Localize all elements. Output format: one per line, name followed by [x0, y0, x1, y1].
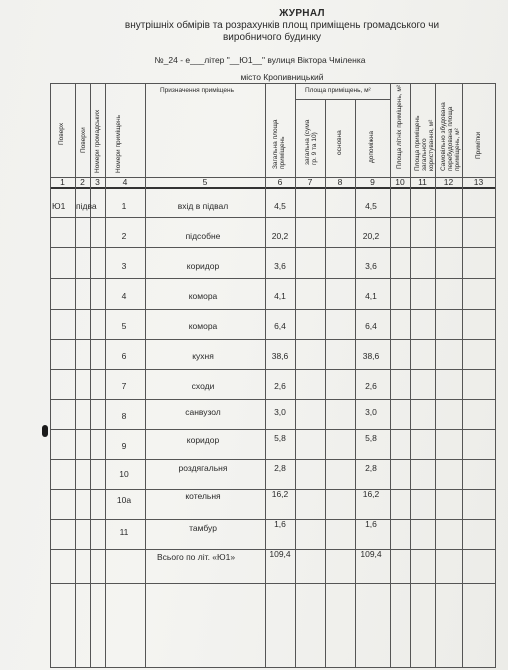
- room-aux-area: 2,6: [365, 381, 377, 391]
- room-aux-area: 3,6: [365, 261, 377, 271]
- header-common-1: Площа приміщень: [414, 115, 421, 171]
- room-number: 9: [121, 441, 127, 451]
- room-aux-area: 5,8: [365, 433, 377, 443]
- room-purpose: комора: [188, 321, 218, 331]
- room-total-area: 5,8: [274, 433, 286, 443]
- measurements-table: [50, 83, 496, 668]
- column-number: 13: [473, 177, 484, 187]
- column-number: 3: [95, 177, 100, 187]
- room-aux-area: 38,6: [362, 351, 380, 361]
- header-common-3: користування, м²: [428, 119, 435, 171]
- header-total-area-1: Загальна площа: [272, 119, 279, 169]
- header-total-sum-2: гр. 9 та 10): [311, 132, 318, 165]
- room-aux-area: 3,0: [365, 407, 377, 417]
- room-purpose: санвузол: [185, 407, 221, 417]
- room-aux-area: 6,4: [365, 321, 377, 331]
- room-aux-area: 1,6: [365, 519, 377, 529]
- room-total-area: 6,4: [274, 321, 286, 331]
- room-number: 6: [121, 351, 127, 361]
- room-purpose: кухня: [192, 351, 214, 361]
- address-line: №_24 - е___літер "__Ю1__" вулиця Віктора Чміленка: [154, 55, 366, 65]
- journal-subtitle-line1: внутрішніх обмірів та розрахунків площ приміщень громадського чи: [124, 20, 440, 31]
- header-unauth-2: перебудована площа: [447, 106, 454, 171]
- room-number: 10: [119, 469, 129, 479]
- room-number: 1: [121, 201, 127, 211]
- room-purpose: коридор: [186, 435, 220, 445]
- room-purpose: комора: [188, 291, 218, 301]
- header-unauth-3: приміщень, м²: [454, 128, 461, 171]
- total-aux-value: 109,4: [360, 549, 382, 559]
- column-number: 1: [60, 177, 65, 187]
- column-number: 7: [307, 177, 313, 187]
- total-label: Всього по літ. «Ю1»: [157, 552, 236, 562]
- room-aux-area: 16,2: [362, 489, 380, 499]
- header-storeys: Поверхи: [80, 127, 87, 153]
- room-aux-area: 20,2: [362, 231, 380, 241]
- room-total-area: 2,6: [274, 381, 286, 391]
- room-number: 10а: [116, 495, 132, 505]
- column-number: 6: [277, 177, 283, 187]
- column-number: 12: [443, 177, 454, 187]
- room-number: 8: [121, 411, 127, 421]
- room-total-area: 38,6: [271, 351, 289, 361]
- header-unit-numbers: Номери громадських: [94, 109, 101, 173]
- header-unauth-1: Самовільно збудована: [440, 102, 447, 171]
- room-aux-area: 4,1: [365, 291, 377, 301]
- column-number: 5: [202, 177, 208, 187]
- room-aux-area: 2,8: [365, 463, 377, 473]
- column-number: 11: [418, 177, 427, 187]
- room-aux-area: 4,5: [365, 201, 377, 211]
- floor-cell: Ю1: [52, 201, 66, 211]
- room-total-area: 2,8: [274, 463, 286, 473]
- header-purpose: Призначення приміщень: [160, 87, 235, 94]
- header-room-areas: Площа приміщень, м²: [305, 87, 371, 94]
- header-room-numbers: Номери приміщень: [115, 115, 122, 173]
- room-number: 5: [121, 321, 127, 331]
- total-area-value: 109,4: [269, 549, 291, 559]
- column-number: 2: [80, 177, 85, 187]
- room-purpose: підсобне: [185, 231, 221, 241]
- journal-title: ЖУРНАЛ: [279, 8, 325, 19]
- storeys-cell: підва: [76, 201, 97, 211]
- journal-subtitle-line2: виробничого будинку: [222, 32, 321, 43]
- column-number: 9: [370, 177, 375, 187]
- room-purpose: роздягальня: [178, 463, 228, 473]
- column-number: 8: [337, 177, 343, 187]
- room-total-area: 20,2: [271, 231, 289, 241]
- room-total-area: 16,2: [271, 489, 289, 499]
- room-purpose: вхід в підвал: [177, 201, 229, 211]
- room-number: 3: [121, 261, 127, 271]
- room-number: 4: [121, 291, 127, 301]
- room-number: 11: [119, 527, 129, 537]
- room-total-area: 1,6: [274, 519, 286, 529]
- room-number: 7: [121, 381, 127, 391]
- room-total-area: 3,6: [274, 261, 286, 271]
- column-number: 10: [395, 177, 405, 187]
- punch-hole: [42, 425, 48, 437]
- room-total-area: 3,0: [274, 407, 286, 417]
- header-main: основна: [336, 130, 343, 155]
- header-auxiliary: допоміжна: [368, 130, 375, 163]
- room-purpose: котельня: [185, 491, 221, 501]
- header-floor: Поверх: [58, 122, 65, 145]
- room-number: 2: [121, 231, 127, 241]
- city-line: місто Кропивницький: [240, 72, 324, 82]
- room-purpose: сходи: [191, 381, 215, 391]
- header-common-2: загального: [421, 138, 428, 171]
- column-number: 4: [122, 177, 128, 187]
- header-total-area-2: приміщень: [279, 136, 286, 169]
- header-notes: Примітки: [475, 131, 482, 159]
- room-purpose: тамбур: [189, 523, 217, 533]
- room-total-area: 4,5: [274, 201, 286, 211]
- header-total-sum-1: загальна (сума: [304, 119, 311, 165]
- header-summer-area: Площа літніх приміщень, м²: [396, 84, 403, 169]
- room-purpose: коридор: [186, 261, 220, 271]
- room-total-area: 4,1: [274, 291, 286, 301]
